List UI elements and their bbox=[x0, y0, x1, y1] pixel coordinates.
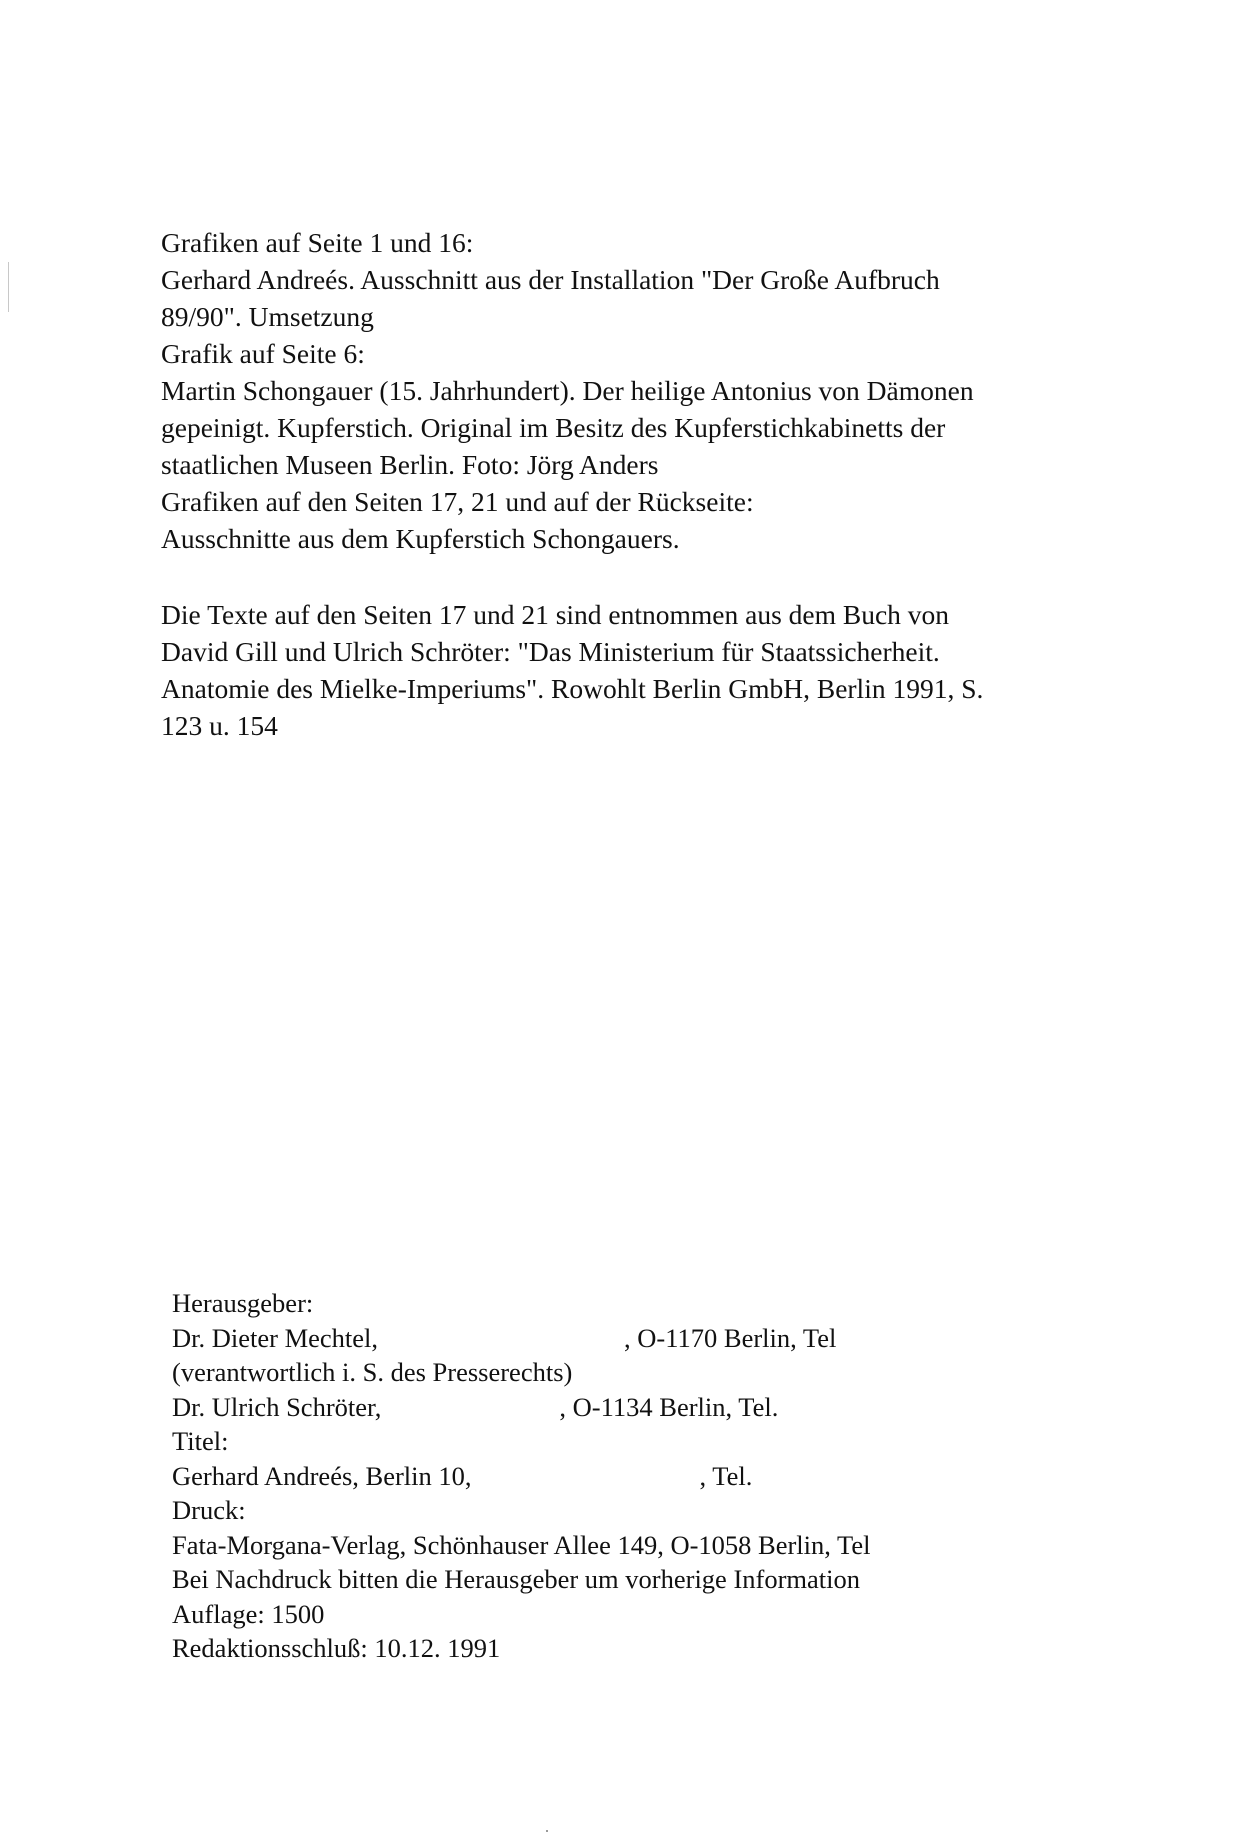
credit-line: Grafiken auf den Seiten 17, 21 und auf der Rückseite: bbox=[161, 486, 754, 517]
title-label: Titel: bbox=[172, 1426, 229, 1456]
reprint-note: Bei Nachdruck bitten die Herausgeber um vorherige Information bbox=[172, 1564, 861, 1594]
printer: Fata-Morgana-Verlag, Schönhauser Allee 149, O-1058 Berlin, Tel bbox=[172, 1529, 871, 1560]
andrees-tel: , Tel. bbox=[699, 1460, 753, 1491]
mechtel-name: Dr. Dieter Mechtel, bbox=[172, 1322, 379, 1353]
scan-edge-mark bbox=[8, 262, 9, 312]
credit-line: 89/90". Umsetzung bbox=[161, 301, 374, 332]
credit-line: Ausschnitte aus dem Kupferstich Schongauers. bbox=[161, 523, 680, 554]
publisher-schroeter bbox=[172, 1390, 1072, 1425]
mechtel-note: (verantwortlich i. S. des Presserechts) bbox=[172, 1357, 573, 1387]
print-label: Druck: bbox=[172, 1495, 246, 1525]
scan-dot-mark bbox=[546, 1830, 548, 1832]
source-line: David Gill und Ulrich Schröter: "Das Ministerium für Staatssicherheit. bbox=[161, 636, 940, 667]
credit-line: gepeinigt. Kupferstich. Original im Besitz des Kupferstichkabinetts der bbox=[161, 412, 946, 443]
credit-line: Martin Schongauer (15. Jahrhundert). Der heilige Antonius von Dämonen bbox=[161, 375, 974, 406]
imprint bbox=[172, 1286, 1072, 1666]
credit-line: Grafik auf Seite 6: bbox=[161, 338, 365, 369]
source-line: Die Texte auf den Seiten 17 und 21 sind entnommen aus dem Buch von bbox=[161, 599, 950, 630]
schroeter-name: Dr. Ulrich Schröter, bbox=[172, 1391, 382, 1422]
source-line: 123 u. 154 bbox=[161, 710, 278, 741]
credit-line: staatlichen Museen Berlin. Foto: Jörg Anders bbox=[161, 449, 659, 480]
publisher-mechtel bbox=[172, 1321, 1072, 1356]
title-andrees bbox=[172, 1459, 1072, 1494]
source-line: Anatomie des Mielke-Imperiums". Rowohlt Berlin GmbH, Berlin 1991, S. bbox=[161, 673, 984, 704]
credit-line: Grafiken auf Seite 1 und 16: bbox=[161, 227, 474, 258]
credit-line: Gerhard Andreés. Ausschnitt aus der Installation "Der Große Aufbruch bbox=[161, 264, 940, 295]
editorial-deadline: Redaktionsschluß: 10.12. 1991 bbox=[172, 1633, 501, 1663]
edition: Auflage: 1500 bbox=[172, 1598, 325, 1629]
publisher-label: Herausgeber: bbox=[172, 1288, 314, 1318]
image-credits bbox=[161, 224, 1101, 557]
schroeter-address: , O-1134 Berlin, Tel. bbox=[559, 1391, 779, 1422]
andrees-name: Gerhard Andreés, Berlin 10, bbox=[172, 1460, 472, 1491]
text-source-note bbox=[161, 596, 1101, 744]
mechtel-address: , O-1170 Berlin, Tel bbox=[624, 1322, 837, 1353]
